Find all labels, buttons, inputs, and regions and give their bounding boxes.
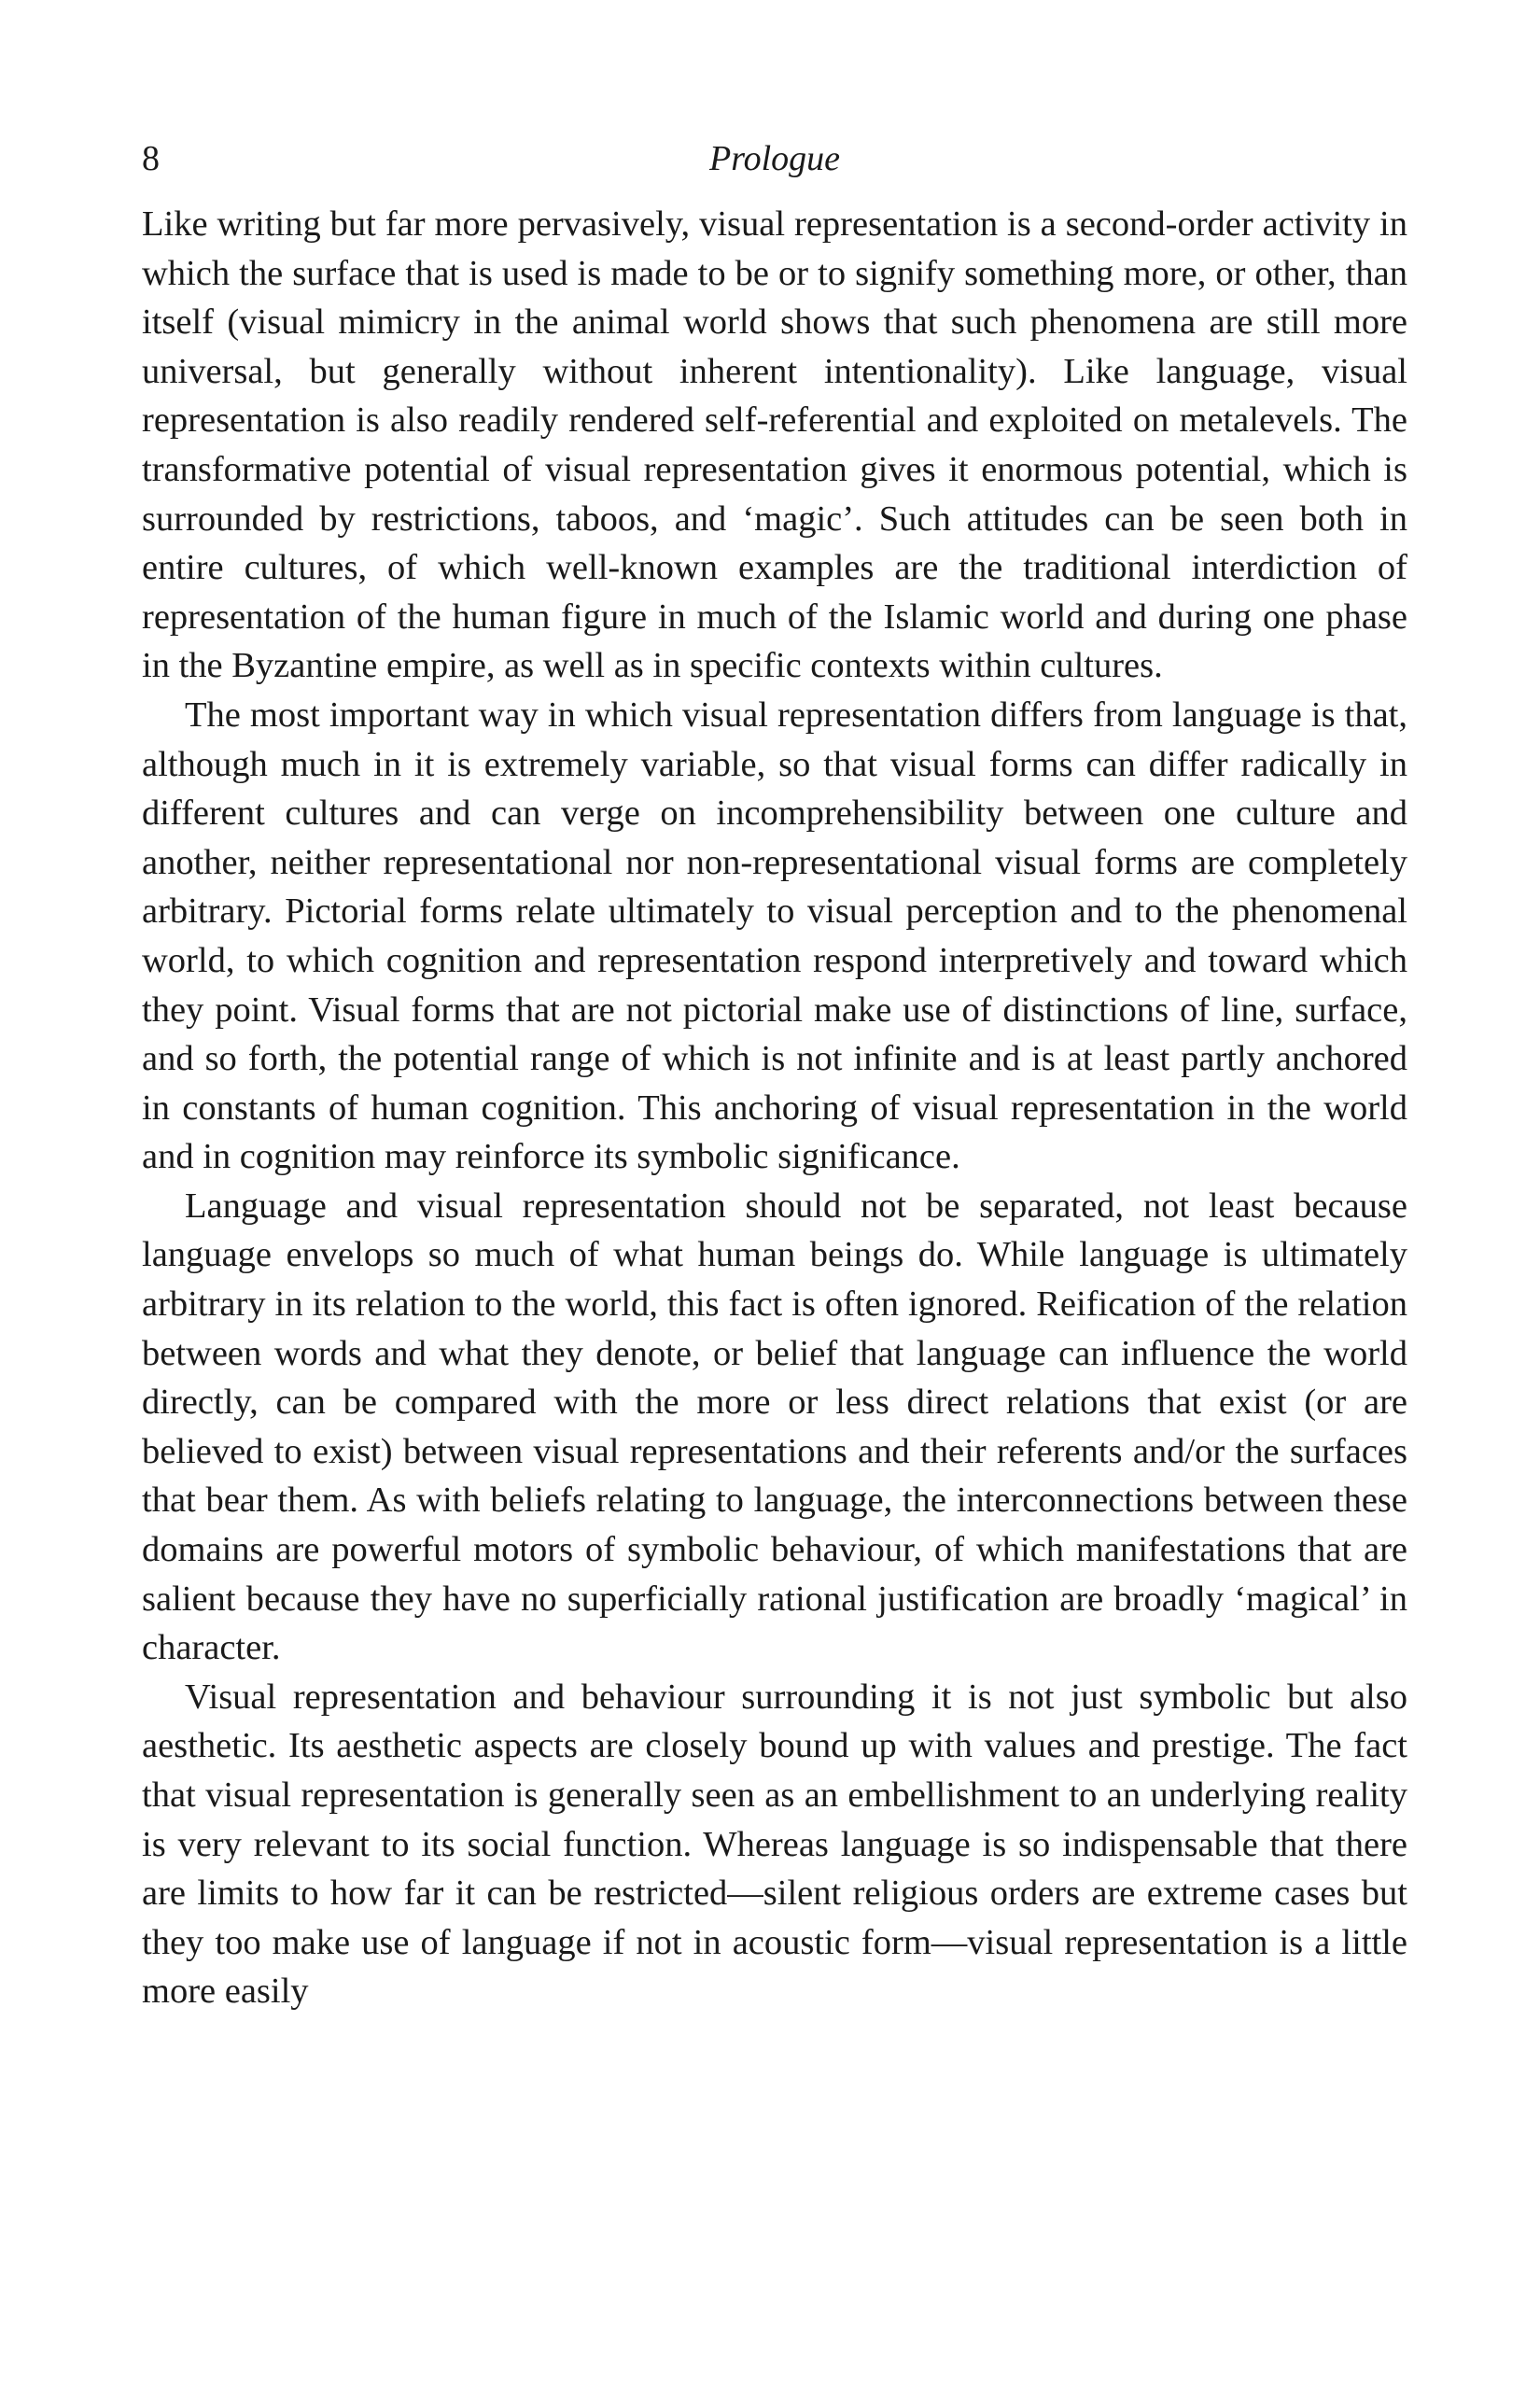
page-number: 8 xyxy=(142,139,160,178)
paragraph-4: Visual representation and behaviour surrounding it is not just symbolic but also aesthetic. Its aesthetic aspects are closely bound up with values and prestige. The fact that visual representation is generally seen as an embellishment to an underlying reality is very relevant to its social function. Whereas language is so indispensable that there are limits to how far it can be restricted—silent religious orders are extreme cases but they too make use of language if not in acoustic form—visual representation is a little more easily xyxy=(142,1677,1407,2012)
paragraph-2: The most important way in which visual representation differs from language is that, although much in it is extremely variable, so that visual forms can differ radically in different cultures and can verge on incomprehensibility between one culture and another, neither representational nor non-representational visual forms are completely arbitrary. Pictorial forms relate ultimately to visual perception and to the phenomenal world, to which cognition and representation respond interpretively and toward which they point. Visual forms that are not pictorial make use of distinctions of line, surface, and so forth, the potential range of which is not infinite and is at least partly anchored in constants of human cognition. This anchoring of visual representation in the world and in cognition may reinforce its symbolic significance. xyxy=(142,695,1407,1177)
running-head xyxy=(142,131,1407,187)
paragraph-3: Language and visual representation should not be separated, not least because language envelops so much of what human beings do. While language is ultimately arbitrary in its relation to the world, this fact is often ignored. Reification of the relation between words and what they denote, or belief that language can influence the world directly, can be compared with the more or less direct relations that exist (or are believed to exist) between visual representations and their referents and/or the surfaces that bear them. As with beliefs relating to language, the interconnections between these domains are powerful motors of symbolic behaviour, of which manifestations that are salient because they have no superficially rational justification are broadly ‘magical’ in character. xyxy=(142,1186,1407,1668)
running-title: Prologue xyxy=(708,139,840,178)
book-page xyxy=(142,131,1407,2016)
paragraph-1: Like writing but far more pervasively, visual representation is a second-order activity in which the surface that is used is made to be or to signify something more, or other, than itself (visual mimicry in the animal world shows that such phenomena are still more universal, but generally without inherent intentionality). Like language, visual representation is also readily rendered self-referential and exploited on metalevels. The transformative potential of visual representation gives it enormous potential, which is surrounded by restrictions, taboos, and ‘magic’. Such attitudes can be seen both in entire cultures, of which well-known examples are the traditional interdiction of representation of the human figure in much of the Islamic world and during one phase in the Byzantine empire, as well as in specific contexts within cultures. xyxy=(142,204,1407,686)
body-text xyxy=(142,200,1407,2016)
